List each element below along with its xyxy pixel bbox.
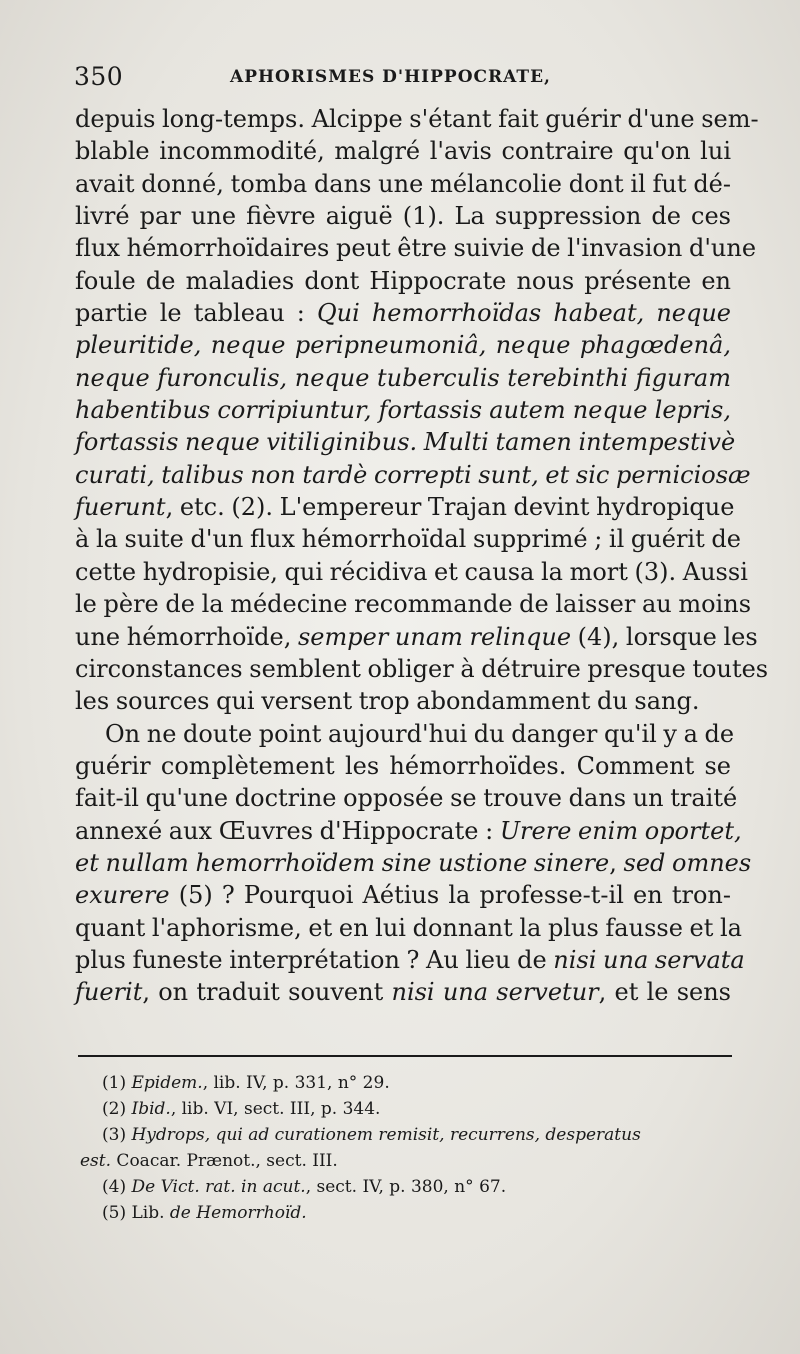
text-line [75, 944, 745, 976]
text-run: (4), lorsque les [571, 622, 758, 651]
footnote-line [80, 1174, 734, 1200]
text-run: partie le tableau : [75, 299, 317, 328]
text-run: blable incommodité, malgré l'avis contraire qu'on lui [75, 137, 731, 166]
text-run: foule de maladies dont Hippocrate nous présente en [75, 266, 731, 295]
text-run: fait-il qu'une doctrine opposée se trouve dans un traité [75, 784, 738, 813]
text-line [75, 718, 735, 750]
italic-text: fortassis neque vitiliginibus. Multi tamen intempestivè [75, 428, 736, 457]
text-run: On ne doute point aujourd'hui du danger qu'il y a de [105, 719, 735, 748]
text-line [75, 556, 748, 588]
footnote-line [80, 1200, 734, 1226]
italic-text: fuerunt [75, 493, 166, 522]
page-number: 350 [74, 62, 124, 91]
text-line [75, 653, 769, 685]
italic-text: et nullam hemorrhoïdem sine ustione sinere [75, 848, 610, 877]
italic-text: exurere [75, 881, 170, 910]
italic-text: de Hemorrhoïd. [169, 1203, 307, 1223]
text-line [75, 685, 731, 717]
text-run: les sources qui versent trop abondamment du sang. [75, 687, 700, 716]
footnote-line [80, 1096, 734, 1122]
text-run: flux hémorrhoïdaires peut être suivie de l'invasion d'une [75, 234, 757, 263]
text-line [75, 523, 741, 555]
text-run: , on traduit souvent [142, 978, 392, 1007]
text-line [75, 426, 736, 458]
text-line [75, 232, 757, 264]
text-run: quant l'aphorisme, et en lui donnant la plus fausse et la [75, 913, 742, 942]
main-text [75, 103, 769, 1009]
text-run: à la suite d'un flux hémorrhoïdal supprimé ; il guérit de [75, 525, 741, 554]
italic-text: nisi una servata [553, 945, 745, 974]
italic-text: sed omnes [623, 848, 752, 877]
text-run: avait donné, tomba dans une mélancolie dont il fut dé- [75, 169, 731, 198]
text-run: Coacar. Prænot., sect. III. [111, 1151, 338, 1171]
text-run: , lib. IV, p. 331, n° 29. [202, 1073, 390, 1093]
italic-text: Qui hemorrhoïdas habeat, neque [316, 299, 732, 328]
italic-text: Urere enim oportet, [499, 816, 742, 845]
text-line [75, 297, 731, 329]
text-run: guérir complètement les hémorrhoïdes. Comment se [75, 751, 731, 780]
text-run: (3) [102, 1125, 132, 1145]
text-run: , lib. VI, sect. III, p. 344. [170, 1099, 381, 1119]
text-run: livré par une fièvre aiguë (1). La suppression de ces [75, 202, 731, 231]
italic-text: Epidem. [131, 1073, 203, 1093]
italic-text: est. [80, 1151, 112, 1171]
footnote-line [80, 1070, 734, 1096]
text-line [75, 135, 731, 167]
text-run: (4) [102, 1177, 132, 1197]
footnote-line [80, 1148, 734, 1174]
italic-text: fuerit [75, 978, 143, 1007]
text-line [75, 329, 731, 361]
text-run: une hémorrhoïde, [75, 622, 298, 651]
italic-text: semper unam relinque [297, 622, 572, 651]
text-run: cette hydropisie, qui récidiva et causa la mort (3). Aussi [75, 557, 748, 586]
text-line [75, 459, 751, 491]
text-run: , [609, 848, 624, 877]
text-run: (5) ? Pourquoi Aétius la professe-t-il en tron- [169, 881, 731, 910]
text-run: (2) [102, 1099, 132, 1119]
text-line [75, 750, 731, 782]
italic-text: Hydrops, qui ad curationem remisit, recurrens, desperatus [131, 1125, 641, 1145]
italic-text: neque furonculis, neque tuberculis terebinthi figuram [75, 363, 731, 392]
text-line [75, 782, 738, 814]
text-line [75, 879, 731, 911]
running-head [74, 62, 734, 98]
text-run: plus funeste interprétation ? Au lieu de [75, 945, 554, 974]
text-line [75, 621, 758, 653]
text-run: , et le sens [598, 978, 731, 1007]
footnote-line [80, 1122, 734, 1148]
text-run: depuis long-temps. Alcippe s'étant fait guérir d'une sem- [75, 105, 759, 133]
text-run: , etc. (2). L'empereur Trajan devint hydropique [165, 493, 735, 522]
text-run: (5) Lib. [102, 1203, 170, 1223]
italic-text: nisi una servetur [391, 978, 599, 1007]
text-line [75, 912, 742, 944]
italic-text: Ibid. [131, 1099, 171, 1119]
text-line [75, 847, 752, 879]
italic-text: pleuritide, neque peripneumoniâ, neque phagœdenâ, [75, 331, 731, 360]
italic-text: curati, talibus non tardè correpti sunt, et sic perniciosæ [75, 460, 751, 489]
text-line [75, 491, 735, 523]
text-line [75, 394, 731, 426]
text-run: , sect. IV, p. 380, n° 67. [305, 1177, 507, 1197]
text-line [75, 168, 731, 200]
text-line [75, 588, 752, 620]
footnotes [80, 1070, 734, 1226]
italic-text: habentibus corripiuntur, fortassis autem neque lepris, [75, 396, 731, 425]
text-run: circonstances semblent obliger à détruire presque toutes [75, 654, 769, 683]
text-line [75, 362, 731, 394]
text-line [75, 265, 731, 297]
text-run: (1) [102, 1073, 132, 1093]
italic-text: De Vict. rat. in acut. [131, 1177, 306, 1197]
running-title: APHORISMES D'HIPPOCRATE, [230, 67, 551, 87]
text-line [75, 103, 759, 135]
text-run: le père de la médecine recommande de laisser au moins [75, 590, 752, 619]
text-line [75, 200, 731, 232]
footnote-rule [78, 1055, 732, 1057]
text-line [75, 976, 731, 1008]
text-run: annexé aux Œuvres d'Hippocrate : [75, 816, 500, 845]
text-line [75, 815, 742, 847]
